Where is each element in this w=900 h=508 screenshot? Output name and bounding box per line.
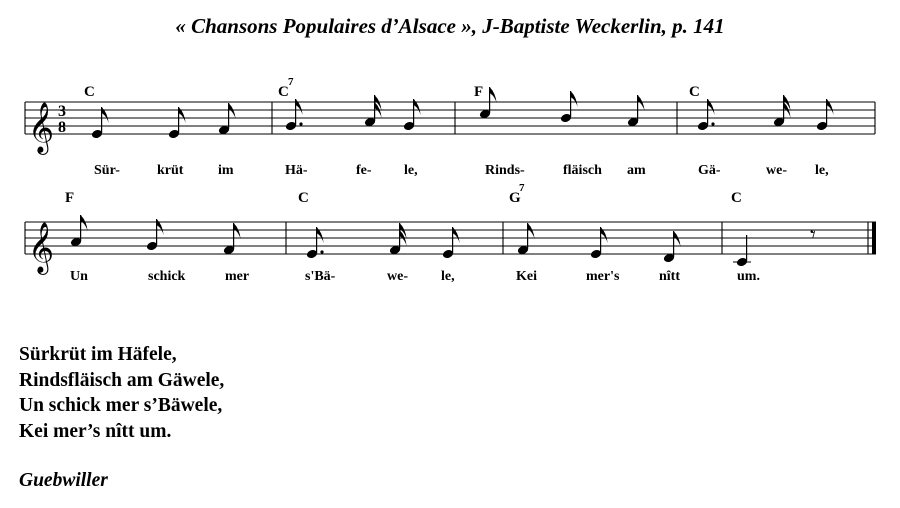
note-flag [234,223,241,239]
note-flag [453,227,460,243]
chord-symbol: G [509,190,521,206]
eighth-rest: 𝄾 [810,223,816,248]
time-signature-denominator: 8 [58,119,66,136]
note-dot [711,122,714,125]
note-flag [638,95,645,111]
verse-line: Sürkrüt im Häfele, [19,344,177,365]
lyrics-verses [19,342,224,444]
time-signature-numerator: 3 [58,103,66,120]
note-flag [528,223,535,239]
chord-symbol: C [731,190,742,206]
lyric-syllable: schick [148,269,186,284]
verse-line: Rindsfläisch am Gäwele, [19,369,225,391]
note-flag [157,219,164,235]
treble-clef-icon: 𝄞 [28,222,55,273]
lyric-syllable: s'Bä- [305,269,336,284]
lyric-syllable: Hä- [285,163,308,178]
chord-superscript: 7 [519,182,525,194]
note-flag [414,99,421,115]
note-flag [102,107,109,123]
note-flag [296,99,303,115]
chord-superscript: 7 [288,76,294,88]
lyric-syllable: im [218,163,234,178]
page-title: « Chansons Populaires d’Alsace », J-Baptiste Weckerlin, p. 141 [175,14,725,38]
chord-symbol: C [689,84,700,100]
note-flag [571,91,578,107]
lyric-syllable: um. [737,269,760,284]
chord-symbol: C [298,190,309,206]
note-flag [708,99,715,115]
chord-symbol: C [84,84,95,100]
note-flag [674,231,681,247]
lyric-syllable: am [627,163,646,178]
lyric-syllable: mer's [586,269,620,284]
verse-line: Un schick mer s’Bäwele, [19,395,223,416]
lyric-syllable: le, [441,269,455,284]
lyric-syllable: nîtt [659,269,680,284]
chord-symbol: F [474,84,484,100]
lyric-syllable: Kei [516,269,537,284]
lyric-syllable: le, [815,163,829,178]
note-flag [827,99,834,115]
lyric-syllable: Sür- [94,163,120,178]
lyric-syllable: le, [404,163,418,178]
lyric-syllable: Un [70,269,88,284]
note-flag [179,107,186,123]
lyric-syllable: Rinds- [485,163,525,178]
verse-line: Kei mer’s nîtt um. [19,420,172,442]
treble-clef-icon: 𝄞 [28,102,55,153]
note-flag [229,103,236,119]
origin-place: Guebwiller [19,470,108,491]
note-dot [299,122,302,125]
note-flag [81,215,88,231]
lyric-syllable: krüt [157,163,184,178]
lyric-syllable: we- [387,269,408,284]
lyric-syllable: we- [766,163,787,178]
lyric-syllable: mer [225,269,250,284]
final-barline-thick [872,222,876,254]
chord-symbol: F [65,190,75,206]
note-dot [320,250,323,253]
note-flag [601,227,608,243]
chord-symbol: C [278,84,289,100]
lyric-syllable: Gä- [698,163,721,178]
note-flag [490,87,497,103]
lyric-syllable: fe- [356,163,372,178]
note-flag [317,227,324,243]
lyric-syllable: fläisch [563,163,602,178]
